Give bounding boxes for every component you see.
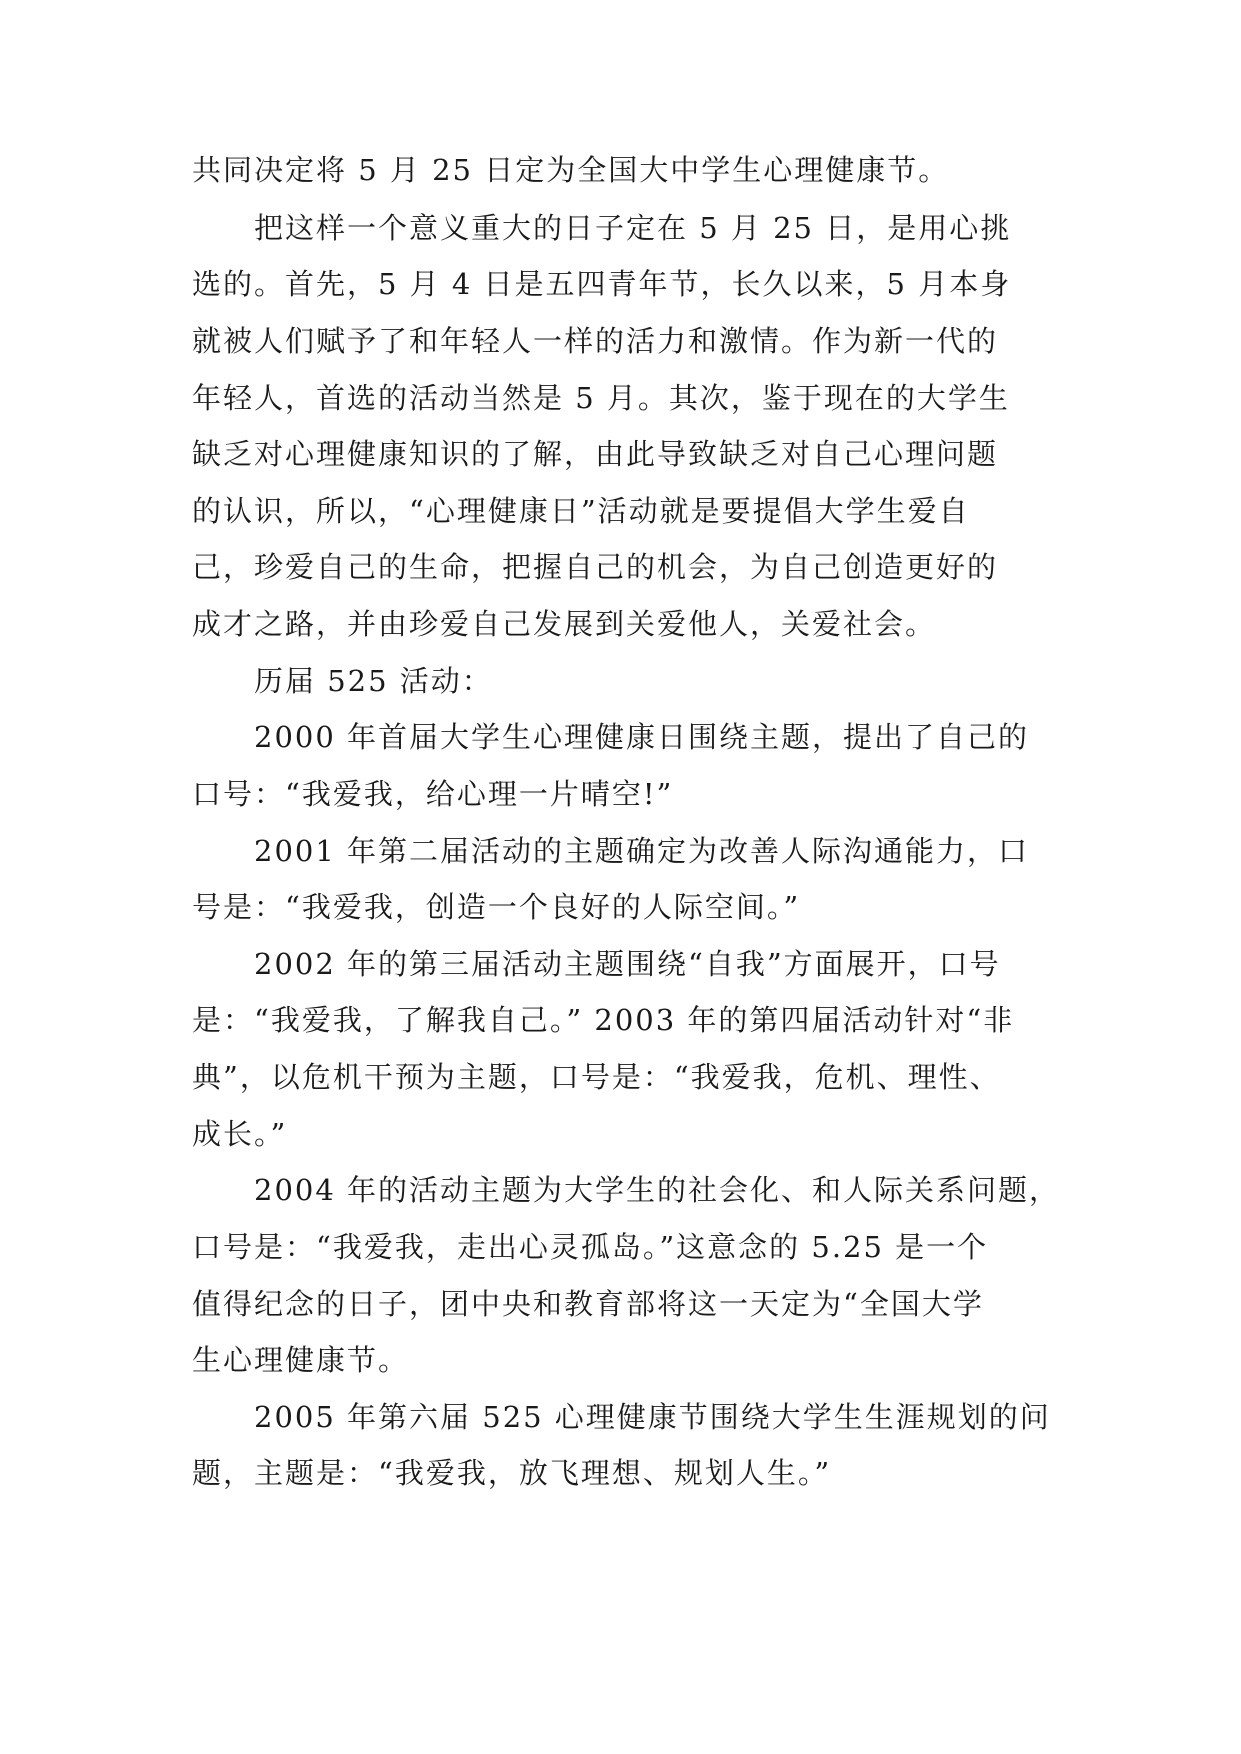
text-line: 选的。首先，5 月 4 日是五四青年节，长久以来，5 月本身: [192, 267, 1012, 301]
text-line: 典”，以危机干预为主题，口号是：“我爱我，危机、理性、: [192, 1060, 1001, 1094]
text-line: 缺乏对心理健康知识的了解，由此导致缺乏对自己心理问题: [192, 437, 999, 471]
text-line: 口号是：“我爱我，走出心灵孤岛。”这意念的 5.25 是一个: [192, 1230, 989, 1264]
text-line: 己，珍爱自己的生命，把握自己的机会，为自己创造更好的: [192, 550, 999, 584]
text-line: 是：“我爱我，了解我自己。” 2003 年的第四届活动针对“非: [192, 1003, 1015, 1037]
paragraph-start: 2000 年首届大学生心理健康日围绕主题，提出了自己的: [254, 720, 1030, 754]
text-line: 生心理健康节。: [192, 1343, 410, 1377]
text-line: 题，主题是：“我爱我，放飞理想、规划人生。”: [192, 1456, 832, 1490]
text-line: 成才之路，并由珍爱自己发展到关爱他人，关爱社会。: [192, 607, 937, 641]
text-line: 就被人们赋予了和年轻人一样的活力和激情。作为新一代的: [192, 324, 999, 358]
paragraph-start: 2001 年第二届活动的主题确定为改善人际沟通能力，口: [254, 834, 1030, 868]
text-line: 成长。”: [192, 1117, 288, 1151]
paragraph-start: 把这样一个意义重大的日子定在 5 月 25 日，是用心挑: [254, 211, 1012, 245]
text-line: 值得纪念的日子，团中央和教育部将这一天定为“全国大学: [192, 1287, 984, 1321]
text-line: 口号：“我爱我，给心理一片晴空!”: [192, 777, 674, 811]
paragraph-start: 2002 年的第三届活动主题围绕“自我”方面展开，口号: [254, 947, 1001, 981]
paragraph-start: 2005 年第六届 525 心理健康节围绕大学生生涯规划的问: [254, 1400, 1051, 1434]
text-line: 号是：“我爱我，创造一个良好的人际空间。”: [192, 890, 801, 924]
text-line: 年轻人，首选的活动当然是 5 月。其次，鉴于现在的大学生: [192, 381, 1010, 415]
paragraph-start: 2004 年的活动主题为大学生的社会化、和人际关系问题，: [254, 1173, 1061, 1207]
text-line: 共同决定将 5 月 25 日定为全国大中学生心理健康节。: [192, 153, 950, 187]
section-heading: 历届 525 活动：: [254, 664, 493, 698]
text-line: 的认识，所以，“心理健康日”活动就是要提倡大学生爱自: [192, 494, 970, 528]
